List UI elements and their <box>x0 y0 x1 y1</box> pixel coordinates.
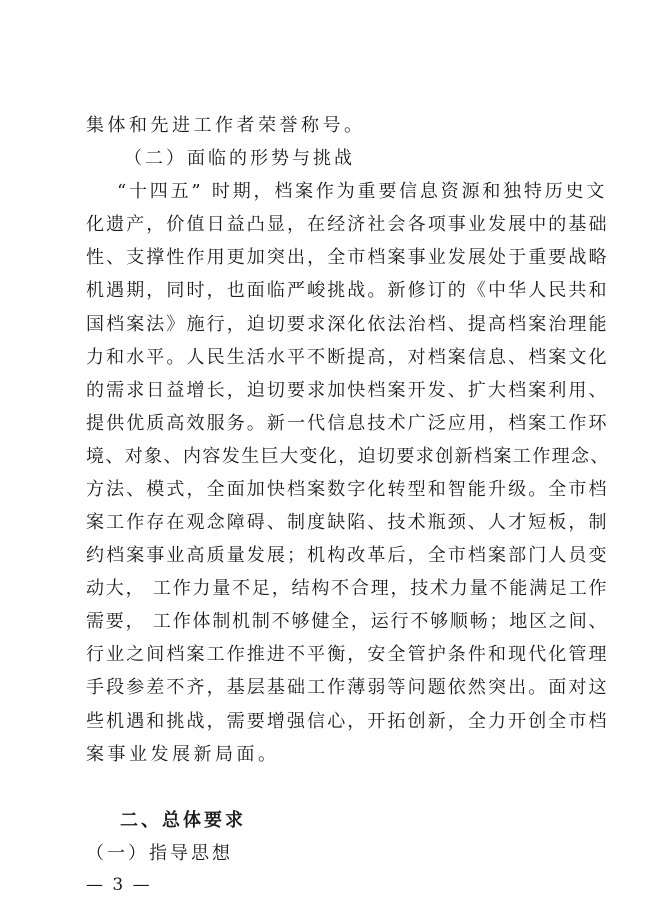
section-heading: （二）面临的形势与挑战 <box>124 148 355 169</box>
paragraph-line: 约档案事业高质量发展；机构改革后，全市档案部门人员变 <box>86 545 609 566</box>
paragraph-line: 国档案法》施行，迫切要求深化依法治档、提高档案治理能 <box>86 314 609 335</box>
section-heading-main: 二、总体要求 <box>120 810 246 831</box>
paragraph-line: 行业之间档案工作推进不平衡，安全管护条件和现代化管理 <box>86 644 609 665</box>
paragraph-line: 提供优质高效服务。新一代信息技术广泛应用，档案工作环 <box>86 413 609 434</box>
paragraph-line: 案工作存在观念障碍、制度缺陷、技术瓶颈、人才短板，制 <box>86 512 609 533</box>
paragraph-line: 机遇期，同时，也面临严峻挑战。新修订的《中华人民共和 <box>86 280 609 301</box>
paragraph-line: 案事业发展新局面。 <box>86 744 280 765</box>
page-number: — 3 — <box>86 875 152 895</box>
paragraph-line: 需要， 工作体制机制不够健全，运行不够顺畅；地区之间、 <box>86 611 609 632</box>
subsection-heading: （一）指导思想 <box>86 843 233 864</box>
paragraph-line: 的需求日益增长，迫切要求加快档案开发、扩大档案利用、 <box>86 380 609 401</box>
paragraph-line: 手段参差不齐，基层基础工作薄弱等问题依然突出。面对这 <box>86 677 609 698</box>
paragraph-line: 力和水平。人民生活水平不断提高，对档案信息、档案文化 <box>86 347 609 368</box>
paragraph-line: 性、支撑性作用更加突出，全市档案事业发展处于重要战略 <box>86 247 609 268</box>
paragraph-line: 动大， 工作力量不足，结构不合理，技术力量不能满足工作 <box>86 578 609 599</box>
paragraph-line: 方法、模式，全面加快档案数字化转型和智能升级。全市档 <box>86 479 609 500</box>
paragraph-line: 些机遇和挑战，需要增强信心，开拓创新，全力开创全市档 <box>86 711 609 732</box>
paragraph-line: 集体和先进工作者荣誉称号。 <box>86 115 366 136</box>
paragraph-line: “十四五” 时期，档案作为重要信息资源和独特历史文 <box>117 181 608 202</box>
paragraph-line: 化遗产，价值日益凸显，在经济社会各项事业发展中的基础 <box>86 214 609 235</box>
paragraph-line: 境、对象、内容发生巨大变化，迫切要求创新档案工作理念、 <box>86 446 610 467</box>
